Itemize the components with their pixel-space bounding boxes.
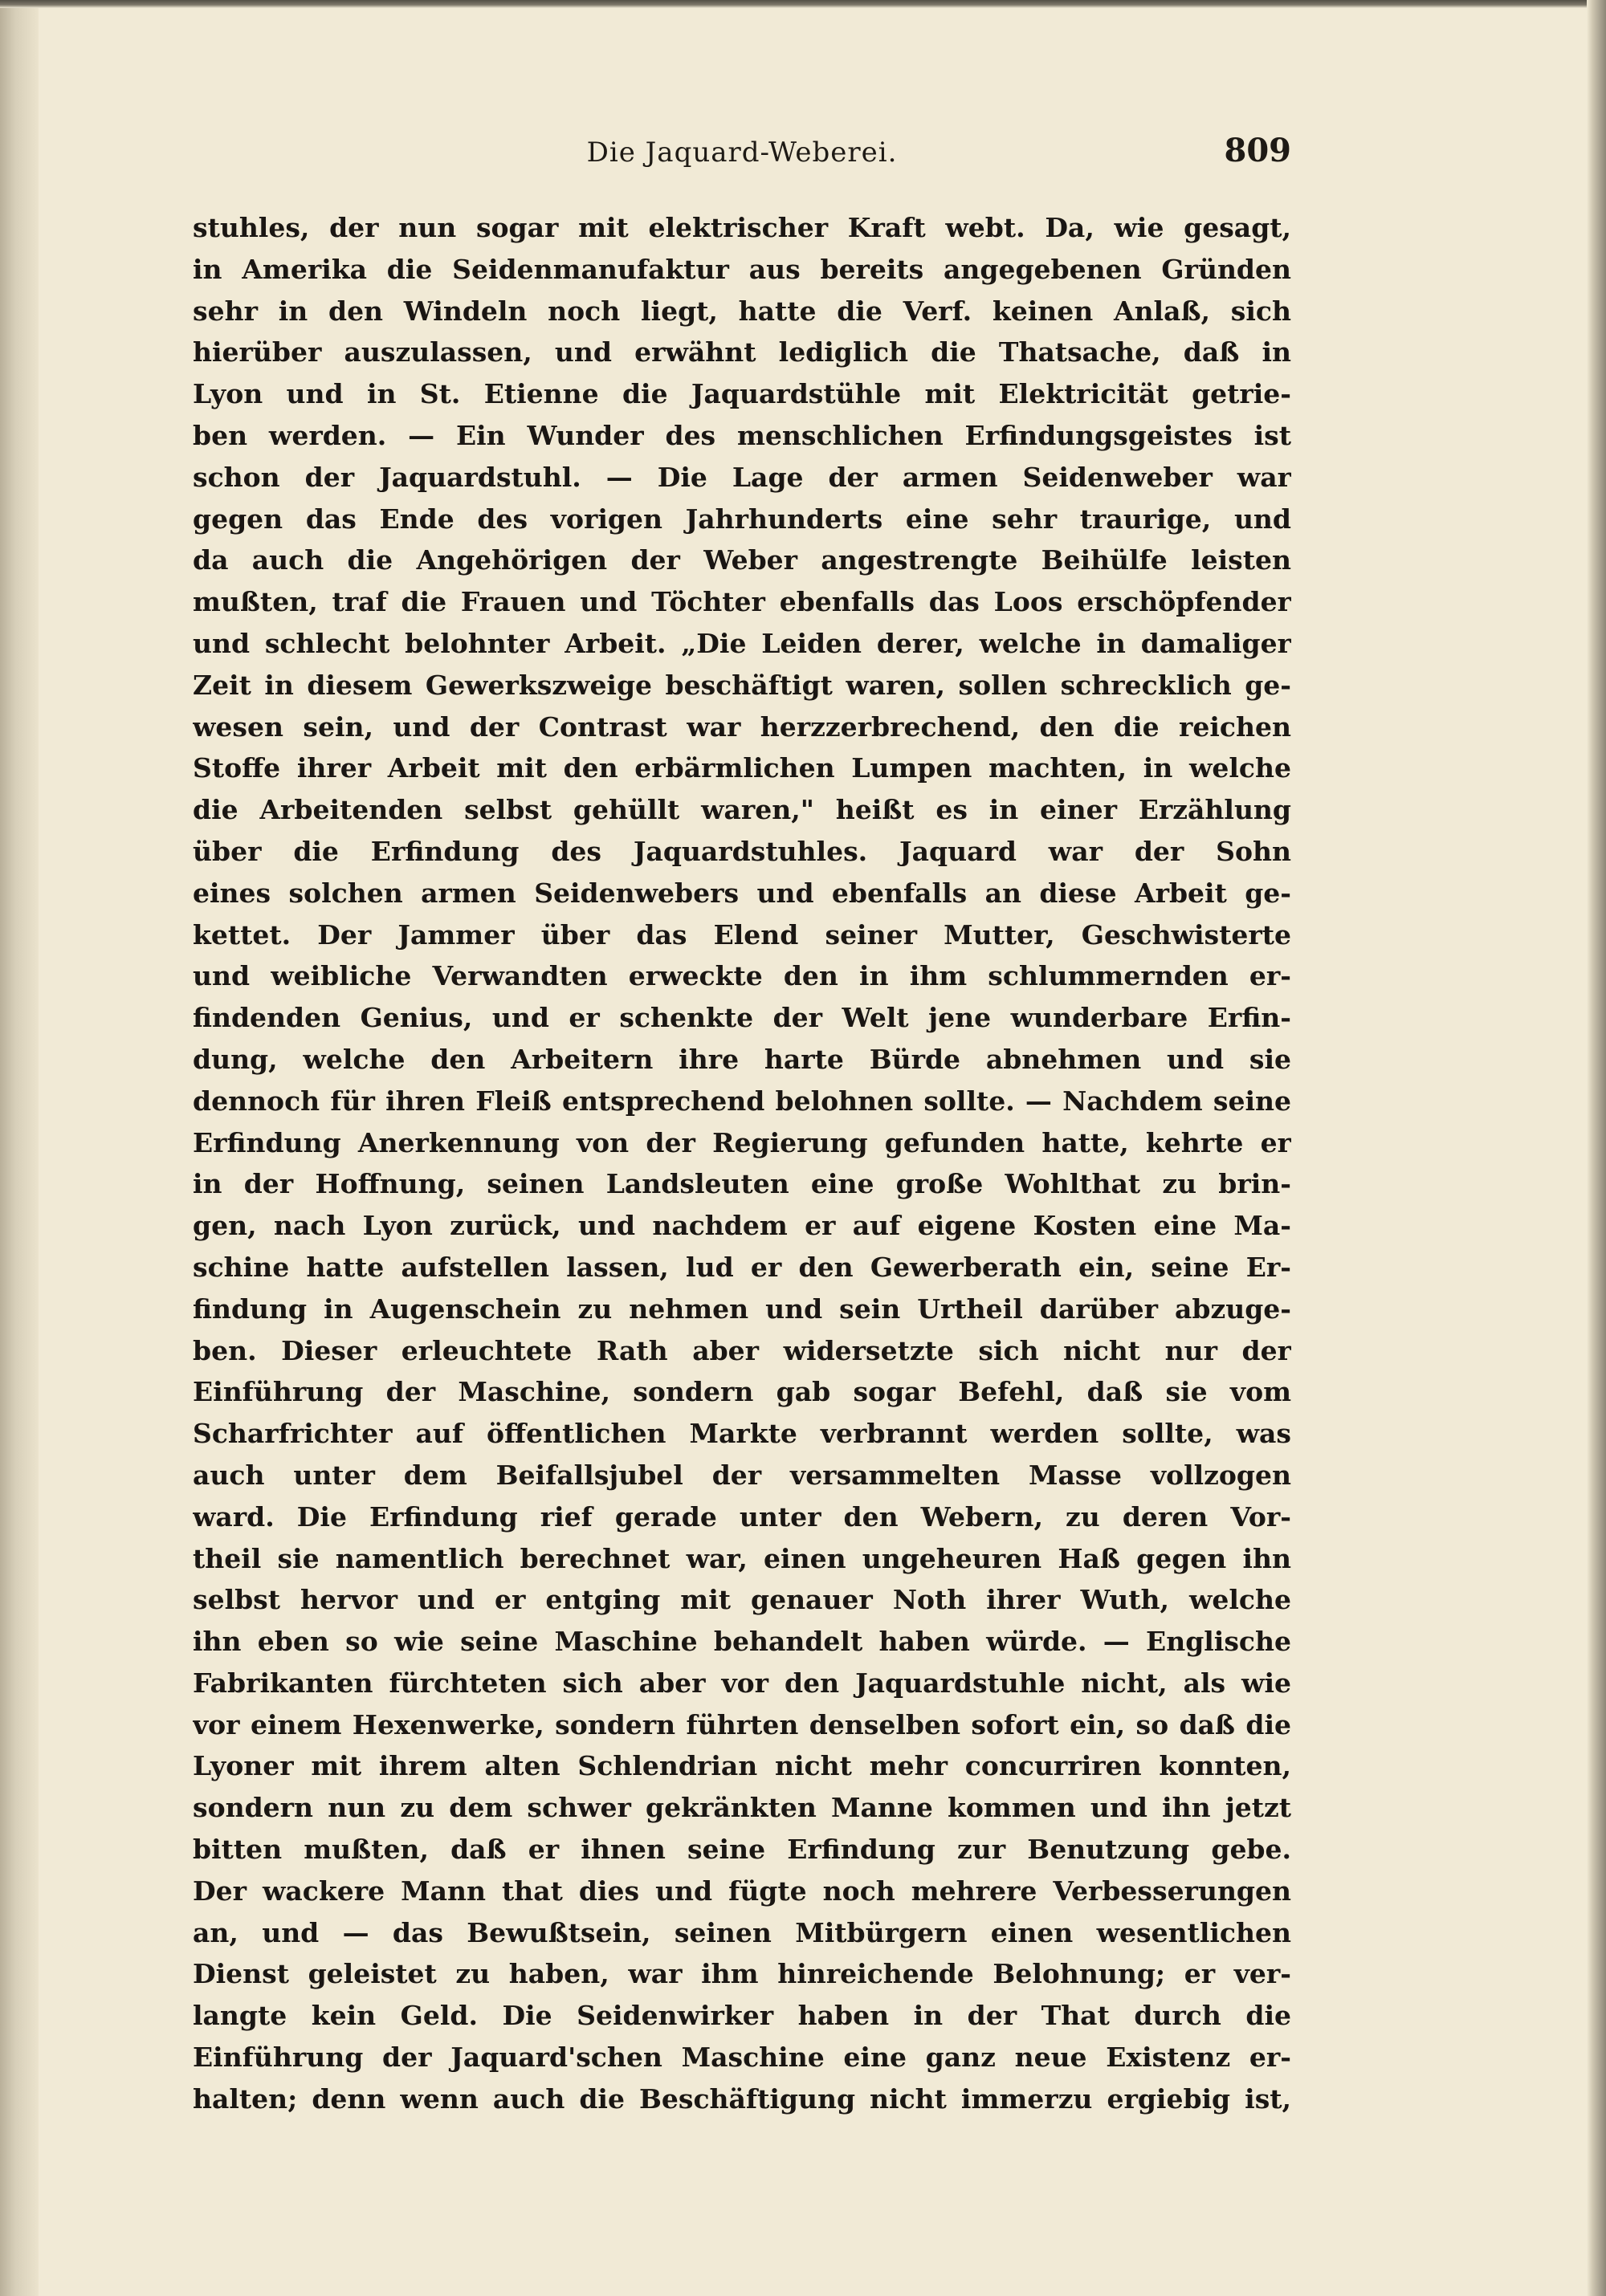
text-line: halten; denn wenn auch die Beschäftigung nicht immerzu ergiebig ist, bbox=[193, 2082, 1291, 2115]
text-line: ben. Dieser erleuchtete Rath aber widersetzte sich nicht nur der bbox=[193, 1334, 1291, 1366]
text-line: und weibliche Verwandten erweckte den in ihm schlummernden er- bbox=[193, 960, 1291, 992]
text-line: Scharfrichter auf öffentlichen Markte verbrannt werden sollte, was bbox=[193, 1418, 1291, 1450]
text-line: und schlecht belohnter Arbeit. „Die Leiden derer, welche in damaliger bbox=[193, 627, 1291, 659]
page-number: 809 bbox=[1224, 132, 1291, 169]
text-line: hierüber auszulassen, und erwähnt lediglich die Thatsache, daß in bbox=[193, 336, 1291, 368]
text-line: in der Hoffnung, seinen Landsleuten eine große Wohlthat zu brin- bbox=[193, 1168, 1291, 1200]
text-line: kettet. Der Jammer über das Elend seiner Mutter, Geschwisterte bbox=[193, 918, 1291, 951]
text-line: Lyoner mit ihrem alten Schlendrian nicht mehr concurriren konnten, bbox=[193, 1750, 1291, 1782]
text-line: gegen das Ende des vorigen Jahrhunderts eine sehr traurige, und bbox=[193, 503, 1291, 535]
text-line: Einführung der Jaquard'schen Maschine eine ganz neue Existenz er- bbox=[193, 2042, 1291, 2074]
text-line: Einführung der Maschine, sondern gab sogar Befehl, daß sie vom bbox=[193, 1376, 1291, 1408]
text-line: dung, welche den Arbeitern ihre harte Bürde abnehmen und sie bbox=[193, 1043, 1291, 1075]
text-line: Zeit in diesem Gewerkszweige beschäftigt waren, sollen schrecklich ge- bbox=[193, 669, 1291, 701]
page-header bbox=[193, 128, 1291, 177]
body-text bbox=[193, 207, 1291, 2120]
text-line: eines solchen armen Seidenwebers und ebenfalls an diese Arbeit ge- bbox=[193, 877, 1291, 909]
text-line: sondern nun zu dem schwer gekränkten Manne kommen und ihn jetzt bbox=[193, 1792, 1291, 1824]
text-line: an, und — das Bewußtsein, seinen Mitbürgern einen wesentlichen bbox=[193, 1916, 1291, 1948]
text-line: dennoch für ihren Fleiß entsprechend belohnen sollte. — Nachdem seine bbox=[193, 1085, 1291, 1117]
text-line: langte kein Geld. Die Seidenwirker haben in der That durch die bbox=[193, 2000, 1291, 2032]
text-line: sehr in den Windeln noch liegt, hatte die Verf. keinen Anlaß, sich bbox=[193, 295, 1291, 327]
text-line: über die Erfindung des Jaquardstuhles. Jaquard war der Sohn bbox=[193, 835, 1291, 867]
text-line: vor einem Hexenwerke, sondern führten denselben sofort ein, so daß die bbox=[193, 1708, 1291, 1740]
page-binding-shadow bbox=[0, 0, 39, 2296]
text-line: ben werden. — Ein Wunder des menschlichen Erfindungsgeistes ist bbox=[193, 419, 1291, 451]
text-line: selbst hervor und er entging mit genauer Noth ihrer Wuth, welche bbox=[193, 1584, 1291, 1616]
text-line: findenden Genius, und er schenkte der Welt jene wunderbare Erfin- bbox=[193, 1002, 1291, 1034]
text-line: die Arbeitenden selbst gehüllt waren," heißt es in einer Erzählung bbox=[193, 794, 1291, 826]
text-line: mußten, traf die Frauen und Töchter ebenfalls das Loos erschöpfender bbox=[193, 586, 1291, 618]
text-line: findung in Augenschein zu nehmen und sein Urtheil darüber abzuge- bbox=[193, 1293, 1291, 1325]
text-line: stuhles, der nun sogar mit elektrischer Kraft webt. Da, wie gesagt, bbox=[193, 212, 1291, 243]
text-line: Fabrikanten fürchteten sich aber vor den Jaquardstuhle nicht, als wie bbox=[193, 1667, 1291, 1699]
text-line: auch unter dem Beifallsjubel der versammelten Masse vollzogen bbox=[193, 1459, 1291, 1491]
text-line: ward. Die Erfindung rief gerade unter den Webern, zu deren Vor- bbox=[193, 1500, 1291, 1533]
text-line: da auch die Angehörigen der Weber angestrengte Beihülfe leisten bbox=[193, 544, 1291, 576]
text-line: bitten mußten, daß er ihnen seine Erfindung zur Benutzung gebe. bbox=[193, 1834, 1291, 1866]
page-top-edge bbox=[0, 0, 1606, 8]
text-line: gen, nach Lyon zurück, und nachdem er auf eigene Kosten eine Ma- bbox=[193, 1210, 1291, 1242]
running-title: Die Jaquard-Weberei. bbox=[586, 136, 898, 169]
text-line: Stoffe ihrer Arbeit mit den erbärmlichen Lumpen machten, in welche bbox=[193, 752, 1291, 784]
text-line: schon der Jaquardstuhl. — Die Lage der armen Seidenweber war bbox=[193, 461, 1291, 493]
text-line: Der wackere Mann that dies und fügte noch mehrere Verbesserungen bbox=[193, 1875, 1291, 1907]
text-line: ihn eben so wie seine Maschine behandelt haben würde. — Englische bbox=[193, 1626, 1291, 1658]
text-line: wesen sein, und der Contrast war herzzerbrechend, den die reichen bbox=[193, 710, 1291, 743]
text-line: schine hatte aufstellen lassen, lud er den Gewerberath ein, seine Er- bbox=[193, 1251, 1291, 1283]
text-line: theil sie namentlich berechnet war, einen ungeheuren Haß gegen ihn bbox=[193, 1542, 1291, 1574]
text-line: Lyon und in St. Etienne die Jaquardstühle mit Elektricität getrie- bbox=[193, 378, 1291, 410]
page-right-edge bbox=[1587, 0, 1606, 2296]
text-line: in Amerika die Seidenmanufaktur aus bereits angegebenen Gründen bbox=[193, 253, 1291, 285]
text-line: Dienst geleistet zu haben, war ihm hinreichende Belohnung; er ver- bbox=[193, 1958, 1291, 1990]
text-line: Erfindung Anerkennung von der Regierung gefunden hatte, kehrte er bbox=[193, 1126, 1291, 1158]
